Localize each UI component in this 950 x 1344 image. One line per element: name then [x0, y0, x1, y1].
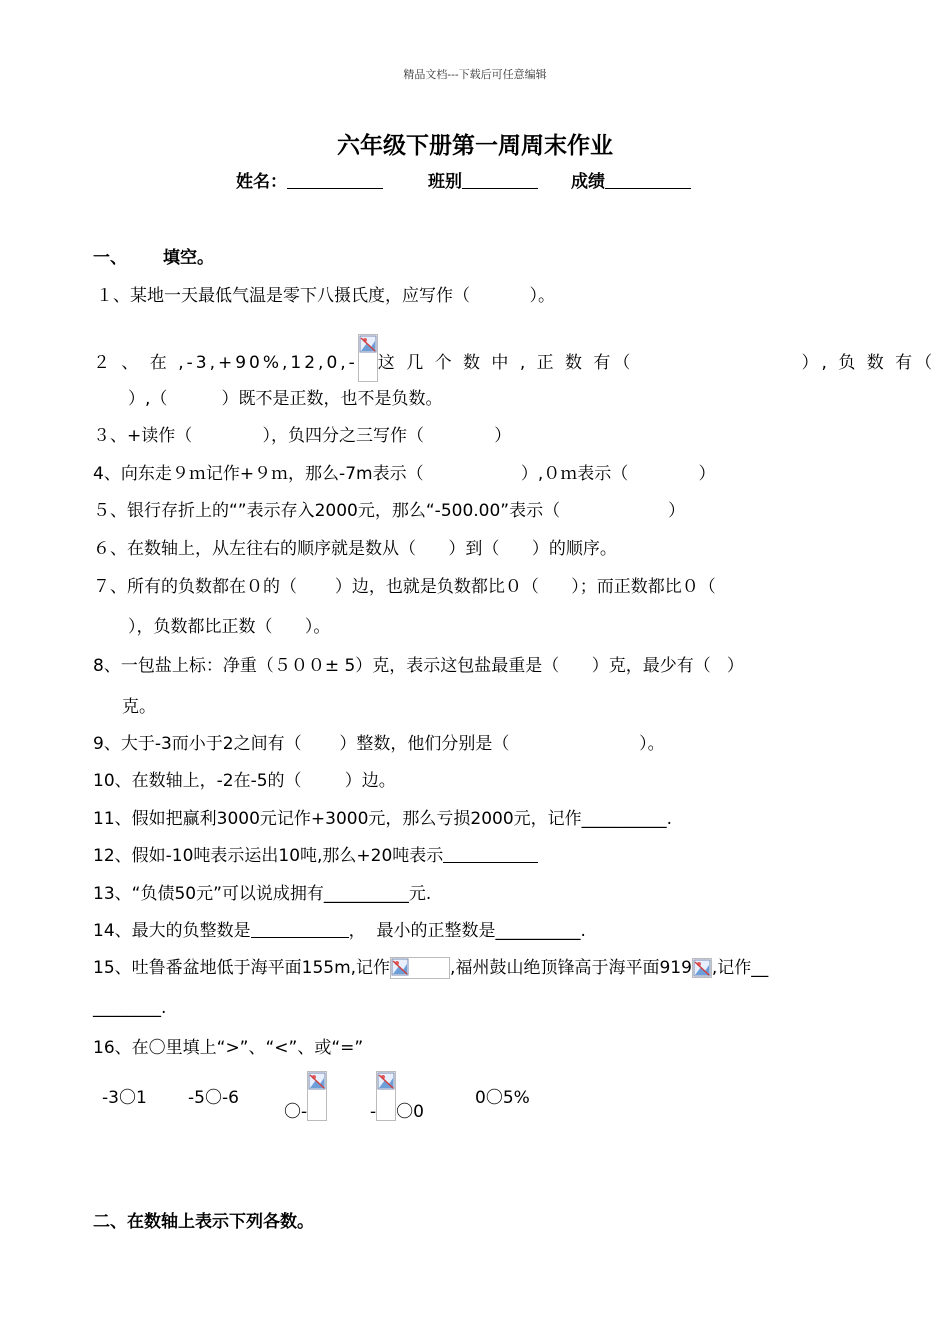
name-label: 姓名： — [236, 172, 287, 192]
question-5: ５、银行存折上的“”表示存入2000元，那么“-500.00”表示（ ） — [93, 501, 686, 521]
broken-image-icon — [376, 1071, 396, 1121]
question-8-line-1: 8、一包盐上标：净重（５００± 5）克，表示这包盐最重是（ ）克，最少有（ ） — [93, 656, 744, 676]
question-9: 9、大于-3而小于2之间有（ ）整数，他们分别是（ ）。 — [93, 734, 665, 754]
question-2-line-1 — [93, 334, 935, 382]
question-14-blank — [251, 921, 349, 938]
question-15-part-c: ,记作__ — [711, 958, 769, 978]
question-15-part-b: ,福州鼓山绝顶锋高于海平面919 — [450, 958, 692, 978]
compare-item-4-circle: 〇0 — [396, 1102, 424, 1122]
question-3: ３、+读作（ ），负四分之三写作（ ） — [93, 426, 512, 446]
question-2-part-a: ２ 、 在 ,-3,+90%,12,0,- — [93, 353, 358, 373]
question-2-line-2: ）,（ ）既不是正数，也不是负数。 — [128, 389, 443, 409]
question-14-part-b: ， 最小的正整数是__________. — [348, 921, 586, 941]
class-blank — [462, 172, 538, 189]
section-2-heading: 二、在数轴上表示下列各数。 — [93, 1212, 314, 1232]
broken-image-icon — [358, 334, 378, 382]
compare-item-4 — [370, 1071, 424, 1123]
question-6: ６、在数轴上，从左往右的顺序就是数从（ ）到（ ）的顺序。 — [93, 539, 617, 559]
question-15-line-2: ________. — [93, 998, 167, 1018]
question-7-line-1: ７、所有的负数都在０的（ ）边，也就是负数都比０（ ）；而正数都比０（ — [93, 577, 716, 597]
question-16: 16、在〇里填上“>”、“<”、或“=” — [93, 1038, 364, 1058]
compare-item-1: -3〇1 — [102, 1088, 147, 1108]
question-12-text: 12、假如-10吨表示运出10吨,那么+20吨表示 — [93, 846, 444, 866]
page-title: 六年级下册第一周周末作业 — [337, 133, 613, 159]
question-15-part-a: 15、吐鲁番盆地低于海平面155m,记作 — [93, 958, 391, 978]
section-1-number: 一、 — [93, 248, 127, 268]
name-field — [236, 171, 383, 193]
question-11: 11、假如把赢利3000元记作+3000元，那么亏损2000元，记作__________. — [93, 809, 673, 829]
question-15-line-1 — [93, 957, 768, 979]
name-blank — [287, 172, 383, 189]
compare-item-5: 0〇5% — [475, 1088, 530, 1108]
compare-item-4-minus: - — [370, 1102, 377, 1122]
question-12 — [93, 845, 538, 867]
question-2-part-b: 这 几 个 数 中 , 正 数 有（ ）, 负 数 有（ — [377, 353, 936, 373]
broken-image-icon — [692, 958, 712, 978]
score-field — [571, 171, 691, 193]
class-field — [428, 171, 538, 193]
section-1-label: 填空。 — [163, 248, 214, 268]
question-12-blank — [443, 846, 538, 863]
question-1: １、某地一天最低气温是零下八摄氏度，应写作（ ）。 — [96, 286, 555, 306]
question-10: 10、在数轴上，-2在-5的（ ）边。 — [93, 771, 396, 791]
section-1-heading — [93, 247, 214, 269]
question-14-part-a: 14、最大的负整数是 — [93, 921, 251, 941]
question-4: 4、向东走９ｍ记作+９ｍ，那么-7m表示（ ）,０ｍ表示（ ） — [93, 464, 716, 484]
question-13: 13、“负债50元”可以说成拥有__________元. — [93, 884, 432, 904]
compare-item-3-text: 〇- — [284, 1102, 308, 1122]
question-7-line-2: ），负数都比正数（ ）。 — [128, 617, 331, 637]
compare-item-3 — [284, 1071, 327, 1123]
class-label: 班别 — [428, 172, 462, 192]
compare-item-2: -5〇-6 — [188, 1088, 239, 1108]
broken-image-icon — [307, 1071, 327, 1121]
page-header: 精品文档---下载后可任意编辑 — [403, 68, 547, 81]
score-label: 成绩 — [571, 172, 605, 192]
score-blank — [605, 172, 691, 189]
question-14 — [93, 920, 586, 942]
question-8-line-2: 克。 — [122, 697, 156, 717]
broken-image-icon — [390, 957, 450, 979]
